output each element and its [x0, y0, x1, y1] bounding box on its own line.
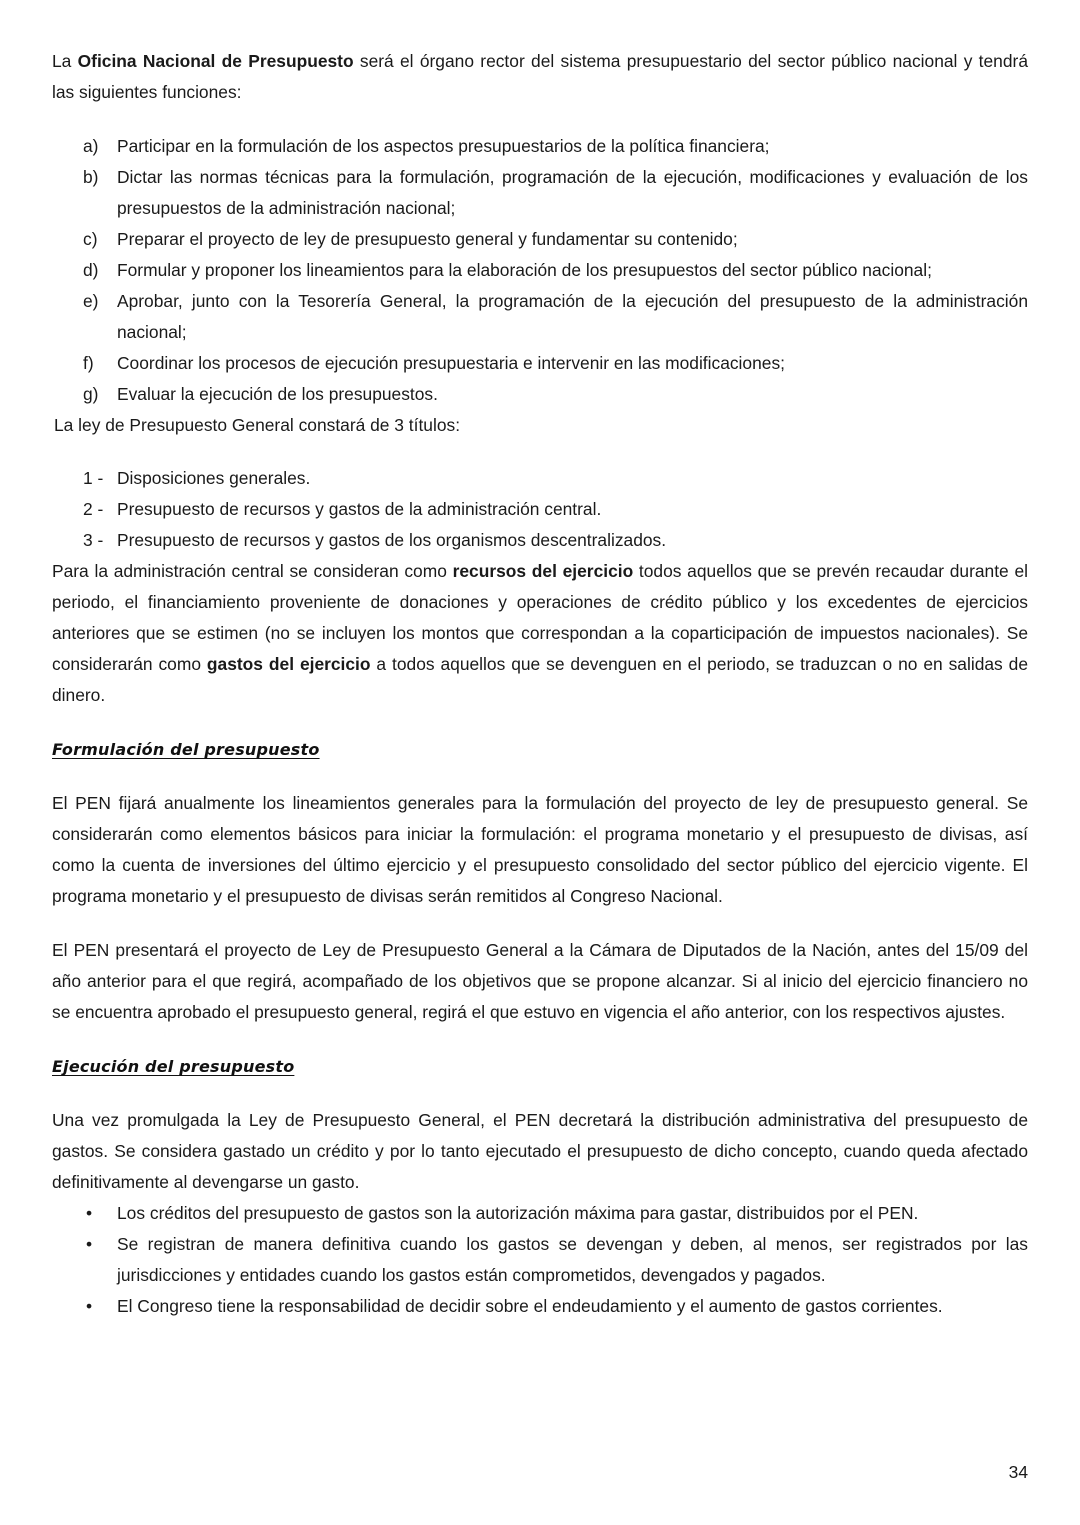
list-item — [52, 494, 1028, 525]
intro-pre: La — [52, 51, 78, 71]
list-item-text: Disposiciones generales. — [117, 468, 311, 488]
formulacion-paragraph: El PEN fijará anualmente los lineamientos generales para la formulación del proyecto de ley de presupuesto general. Se considerarán como elementos básicos para iniciar la formulación: el programa monetario y el presupuesto de divisas, así como la cuenta de inversiones del último ejercicio y el presupuesto consolidado del sector público del ejercicio vigente. El programa monetario y el presupuesto de divisas serán remitidos al Congreso Nacional. — [52, 793, 1028, 906]
list-marker: c) — [83, 229, 98, 249]
resources-mid: todos aquellos que se prevén recaudar durante el periodo, el financiamiento proveniente de donaciones y operaciones de crédito público y los excedentes de ejercicios anteriores que se estimen (no se incluyen los montos que correspondan a la coparticipación de impuestos nacionales). Se considerarán como — [52, 561, 1028, 674]
list-item — [52, 224, 1028, 255]
titles-lead: La ley de Presupuesto General constará de 3 títulos: — [54, 415, 461, 435]
list-marker: a) — [83, 136, 99, 156]
resources-bold-term: recursos del ejercicio — [452, 561, 634, 581]
list-item-text: Formular y proponer los lineamientos para la elaboración de los presupuestos del sector público nacional; — [117, 260, 932, 280]
list-item-text: Aprobar, junto con la Tesorería General, la programación de la ejecución del presupuesto de la administración nacional; — [117, 291, 1028, 342]
list-item — [52, 1291, 1028, 1322]
list-item — [52, 131, 1028, 162]
list-item-text: Presupuesto de recursos y gastos de la administración central. — [117, 499, 602, 519]
list-marker: 2 - — [83, 499, 104, 519]
ejecucion-paragraph: Una vez promulgada la Ley de Presupuesto General, el PEN decretará la distribución administrativa del presupuesto de gastos. Se considera gastado un crédito y por lo tanto ejecutado el presupuesto de dicho concepto, cuando queda afectado definitivamente al devengarse un gasto. — [52, 1110, 1028, 1192]
section-heading-formulacion: Formulación del presupuesto — [52, 740, 320, 759]
list-item-text: Dictar las normas técnicas para la formulación, programación de la ejecución, modificaciones y evaluación de los presupuestos de la administración nacional; — [117, 167, 1028, 218]
list-marker: b) — [83, 167, 99, 187]
list-item-text: Los créditos del presupuesto de gastos son la autorización máxima para gastar, distribuidos por el PEN. — [117, 1203, 919, 1223]
list-marker: 3 - — [83, 530, 104, 550]
resources-post: a todos aquellos que se devenguen en el periodo, se traduzcan o no en salidas de dinero. — [52, 654, 1028, 705]
formulacion-paragraph: El PEN presentará el proyecto de Ley de Presupuesto General a la Cámara de Diputados de la Nación, antes del 15/09 del año anterior para el que regirá, acompañado de los objetivos que se propone alcanzar. Si al inicio del ejercicio financiero no se encuentra aprobado el presupuesto general, regirá el que estuvo en vigencia el año anterior, con los respectivos ajustes. — [52, 940, 1028, 1022]
section-heading-ejecucion: Ejecución del presupuesto — [52, 1057, 295, 1076]
intro-bold-term: Oficina Nacional de Presupuesto — [77, 51, 354, 71]
list-item — [52, 463, 1028, 494]
list-marker: d) — [83, 260, 99, 280]
list-item-text: Presupuesto de recursos y gastos de los organismos descentralizados. — [117, 530, 667, 550]
bullet-icon: • — [86, 1296, 93, 1316]
list-marker: e) — [83, 291, 99, 311]
intro-post: será el órgano rector del sistema presupuestario del sector público nacional y tendrá las siguientes funciones: — [52, 51, 1028, 102]
functions-list — [52, 131, 1028, 410]
list-item — [52, 1198, 1028, 1229]
list-item-text: Participar en la formulación de los aspectos presupuestarios de la política financiera; — [117, 136, 770, 156]
list-item — [52, 379, 1028, 410]
intro-paragraph — [52, 46, 1028, 108]
list-item-text: El Congreso tiene la responsabilidad de decidir sobre el endeudamiento y el aumento de gastos corrientes. — [117, 1296, 943, 1316]
expenses-bold-term: gastos del ejercicio — [206, 654, 371, 674]
list-item — [52, 286, 1028, 348]
list-marker: f) — [83, 353, 94, 373]
resources-paragraph — [52, 556, 1028, 711]
list-item-text: Coordinar los procesos de ejecución presupuestaria e intervenir en las modificaciones; — [117, 353, 785, 373]
list-item — [52, 162, 1028, 224]
list-item — [52, 525, 1028, 556]
list-item — [52, 255, 1028, 286]
bullet-icon: • — [86, 1234, 93, 1254]
list-item-text: Se registran de manera definitiva cuando los gastos se devengan y deben, al menos, ser registrados por las jurisdicciones y entidades cuando los gastos están comprometidos, devengados y pagados. — [117, 1234, 1028, 1285]
document-page — [52, 46, 1028, 1322]
resources-pre: Para la administración central se consideran como — [52, 561, 453, 581]
page-number: 34 — [1008, 1462, 1028, 1482]
titles-list — [52, 463, 1028, 556]
list-marker: g) — [83, 384, 99, 404]
ejecucion-bullet-list — [52, 1198, 1028, 1322]
list-item-text: Evaluar la ejecución de los presupuestos. — [117, 384, 438, 404]
bullet-icon: • — [86, 1203, 93, 1223]
list-item — [52, 1229, 1028, 1291]
list-item-text: Preparar el proyecto de ley de presupuesto general y fundamentar su contenido; — [117, 229, 738, 249]
list-item — [52, 348, 1028, 379]
list-marker: 1 - — [83, 468, 104, 488]
